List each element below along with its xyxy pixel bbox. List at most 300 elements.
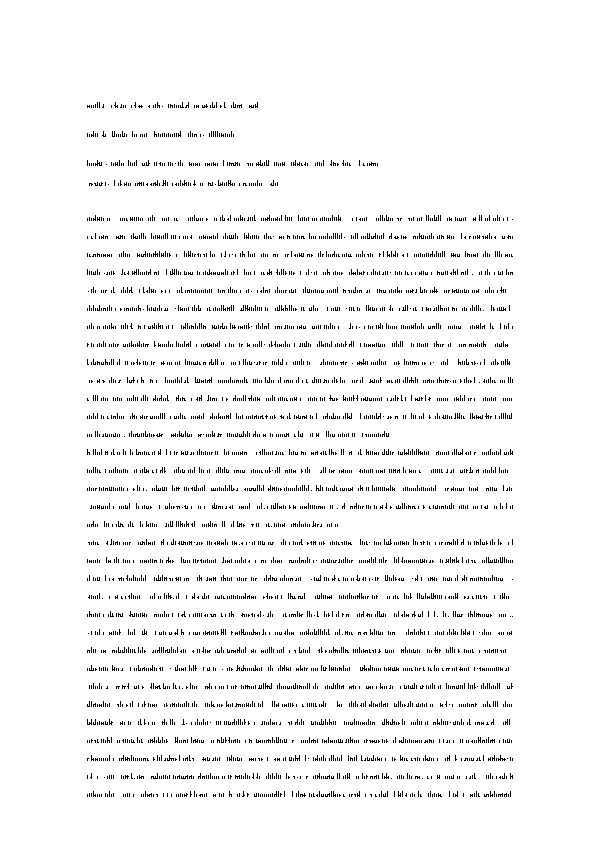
glyph-pixel	[105, 359, 106, 365]
glyph-pixel	[225, 344, 226, 347]
glyph-pixel	[472, 362, 473, 365]
glyph-pixel	[489, 287, 490, 293]
glyph-pixel	[476, 613, 477, 617]
text-line-glyphs	[87, 556, 513, 564]
glyph-pixel	[324, 325, 325, 329]
glyph-pixel	[277, 503, 278, 509]
glyph-pixel	[372, 415, 373, 419]
glyph-pixel	[229, 343, 230, 347]
glyph-pixel	[200, 308, 201, 311]
glyph-pixel	[360, 632, 361, 635]
glyph-pixel	[212, 182, 213, 186]
glyph-pixel	[271, 183, 272, 186]
glyph-pixel	[125, 560, 126, 563]
glyph-pixel	[117, 541, 118, 545]
glyph-pixel	[199, 415, 200, 419]
glyph-pixel	[148, 344, 149, 345]
glyph-pixel	[349, 163, 350, 166]
glyph-pixel	[153, 327, 154, 328]
glyph-pixel	[314, 397, 315, 401]
glyph-pixel	[214, 433, 215, 437]
glyph-pixel	[415, 508, 416, 509]
glyph-pixel	[327, 524, 328, 527]
glyph-pixel	[475, 506, 476, 509]
glyph-pixel	[125, 542, 126, 545]
glyph-pixel	[274, 361, 275, 365]
glyph-pixel	[339, 559, 340, 563]
glyph-pixel	[249, 488, 250, 491]
glyph-pixel	[200, 364, 201, 365]
glyph-pixel	[338, 254, 339, 257]
glyph-pixel	[434, 287, 435, 293]
glyph-pixel	[351, 413, 352, 419]
glyph-pixel	[296, 454, 297, 455]
glyph-pixel	[299, 236, 300, 239]
glyph-pixel	[226, 326, 227, 329]
glyph-pixel	[411, 343, 412, 347]
glyph-pixel	[276, 434, 277, 437]
glyph-pixel	[200, 506, 201, 509]
glyph-pixel	[485, 506, 486, 509]
glyph-pixel	[487, 235, 488, 239]
glyph-pixel	[125, 105, 126, 108]
glyph-pixel	[144, 292, 145, 293]
glyph-pixel	[502, 290, 503, 291]
glyph-pixel	[449, 217, 450, 221]
glyph-pixel	[313, 290, 314, 293]
glyph-pixel	[91, 524, 92, 527]
glyph-pixel	[289, 236, 290, 239]
glyph-pixel	[288, 578, 289, 581]
glyph-pixel	[332, 398, 333, 401]
glyph-pixel	[474, 452, 475, 455]
glyph-pixel	[428, 631, 429, 635]
glyph-pixel	[101, 162, 102, 166]
glyph-pixel	[303, 289, 304, 293]
glyph-pixel	[200, 488, 201, 491]
glyph-pixel	[257, 485, 258, 491]
glyph-pixel	[372, 469, 373, 473]
glyph-pixel	[472, 614, 473, 617]
glyph-pixel	[360, 539, 361, 545]
glyph-pixel	[329, 449, 330, 455]
glyph-pixel	[359, 160, 360, 166]
glyph-pixel	[216, 505, 217, 509]
glyph-pixel	[166, 326, 167, 329]
glyph-pixel	[325, 595, 326, 599]
glyph-pixel	[261, 218, 262, 221]
glyph-pixel	[458, 289, 459, 293]
glyph-pixel	[122, 598, 123, 599]
glyph-pixel	[244, 269, 245, 275]
glyph-pixel	[255, 305, 256, 311]
glyph-pixel	[242, 451, 243, 455]
glyph-pixel	[267, 593, 268, 599]
glyph-pixel	[216, 524, 217, 527]
glyph-pixel	[205, 106, 206, 107]
glyph-pixel	[175, 184, 176, 185]
glyph-pixel	[486, 632, 487, 635]
glyph-pixel	[180, 435, 181, 436]
glyph-pixel	[265, 362, 266, 365]
glyph-pixel	[301, 436, 302, 437]
glyph-pixel	[215, 344, 216, 347]
glyph-pixel	[282, 359, 283, 365]
glyph-pixel	[337, 163, 338, 166]
glyph-pixel	[327, 290, 328, 293]
glyph-pixel	[501, 361, 502, 365]
glyph-pixel	[182, 183, 183, 186]
glyph-pixel	[140, 326, 141, 329]
glyph-pixel	[420, 629, 421, 635]
glyph-pixel	[331, 416, 332, 419]
glyph-pixel	[176, 341, 177, 347]
glyph-pixel	[336, 398, 337, 401]
glyph-pixel	[461, 614, 462, 617]
glyph-pixel	[412, 560, 413, 563]
glyph-pixel	[173, 380, 174, 383]
glyph-pixel	[421, 595, 422, 599]
glyph-pixel	[278, 561, 279, 562]
glyph-pixel	[351, 397, 352, 401]
glyph-pixel	[404, 310, 405, 311]
glyph-pixel	[211, 131, 212, 137]
glyph-pixel	[283, 539, 284, 545]
glyph-pixel	[218, 598, 219, 599]
glyph-pixel	[397, 253, 398, 257]
glyph-pixel	[151, 183, 152, 186]
glyph-pixel	[123, 578, 124, 581]
glyph-pixel	[111, 452, 112, 455]
glyph-pixel	[312, 326, 313, 329]
glyph-pixel	[289, 505, 290, 509]
glyph-pixel	[290, 398, 291, 401]
glyph-pixel	[305, 452, 306, 455]
glyph-pixel	[151, 289, 152, 293]
glyph-pixel	[491, 397, 492, 401]
glyph-pixel	[197, 649, 198, 653]
glyph-pixel	[132, 217, 133, 221]
glyph-pixel	[376, 487, 377, 491]
glyph-pixel	[380, 616, 381, 617]
glyph-pixel	[136, 362, 137, 363]
glyph-pixel	[280, 237, 281, 238]
glyph-pixel	[165, 471, 166, 472]
glyph-pixel	[295, 523, 296, 527]
glyph-pixel	[413, 539, 414, 545]
glyph-pixel	[155, 104, 156, 108]
glyph-pixel	[246, 290, 247, 293]
glyph-pixel	[348, 290, 349, 291]
glyph-pixel	[503, 470, 504, 473]
glyph-pixel	[115, 102, 116, 108]
glyph-pixel	[264, 326, 265, 329]
glyph-pixel	[127, 273, 128, 274]
glyph-pixel	[281, 305, 282, 311]
glyph-pixel	[377, 577, 378, 581]
glyph-pixel	[233, 305, 234, 311]
glyph-pixel	[190, 272, 191, 275]
glyph-pixel	[165, 377, 166, 383]
glyph-pixel	[234, 165, 235, 166]
glyph-pixel	[456, 289, 457, 293]
glyph-pixel	[105, 182, 106, 186]
glyph-pixel	[175, 379, 176, 383]
glyph-pixel	[137, 433, 138, 437]
glyph-pixel	[421, 577, 422, 581]
glyph-pixel	[255, 183, 256, 186]
glyph-pixel	[182, 344, 183, 347]
glyph-pixel	[105, 488, 106, 491]
glyph-pixel	[103, 326, 104, 329]
glyph-pixel	[423, 380, 424, 383]
glyph-pixel	[289, 560, 290, 563]
glyph-pixel	[225, 233, 226, 239]
glyph-pixel	[281, 364, 282, 365]
glyph-pixel	[255, 416, 256, 417]
glyph-pixel	[143, 165, 144, 166]
glyph-pixel	[395, 395, 396, 401]
glyph-pixel	[293, 235, 294, 239]
glyph-pixel	[264, 578, 265, 581]
glyph-pixel	[484, 359, 485, 365]
glyph-pixel	[91, 647, 92, 653]
glyph-pixel	[176, 577, 177, 581]
glyph-pixel	[335, 524, 336, 527]
glyph-pixel	[200, 560, 201, 561]
glyph-pixel	[477, 363, 478, 364]
glyph-pixel	[453, 269, 454, 275]
glyph-pixel	[510, 449, 511, 455]
glyph-pixel	[244, 597, 245, 598]
glyph-pixel	[165, 251, 166, 257]
glyph-pixel	[140, 218, 141, 221]
glyph-pixel	[335, 307, 336, 311]
glyph-pixel	[371, 381, 372, 382]
glyph-pixel	[461, 233, 462, 239]
glyph-pixel	[203, 107, 204, 108]
glyph-pixel	[228, 380, 229, 383]
glyph-pixel	[372, 451, 373, 455]
glyph-pixel	[221, 577, 222, 581]
glyph-pixel	[303, 236, 304, 239]
glyph-pixel	[302, 256, 303, 257]
glyph-pixel	[266, 326, 267, 329]
glyph-pixel	[359, 613, 360, 617]
glyph-pixel	[416, 560, 417, 563]
glyph-pixel	[353, 236, 354, 239]
glyph-pixel	[295, 308, 296, 311]
glyph-pixel	[448, 451, 449, 455]
glyph-pixel	[326, 380, 327, 383]
glyph-pixel	[311, 452, 312, 455]
glyph-pixel	[156, 416, 157, 419]
glyph-pixel	[192, 272, 193, 275]
glyph-pixel	[235, 632, 236, 635]
glyph-pixel	[211, 289, 212, 293]
glyph-pixel	[197, 254, 198, 255]
glyph-pixel	[338, 562, 339, 563]
glyph-pixel	[269, 467, 270, 473]
glyph-pixel	[479, 272, 480, 275]
glyph-pixel	[229, 307, 230, 311]
glyph-pixel	[274, 487, 275, 491]
glyph-pixel	[164, 218, 165, 221]
glyph-pixel	[445, 398, 446, 401]
glyph-pixel	[204, 105, 205, 108]
glyph-pixel	[141, 344, 142, 347]
glyph-pixel	[267, 506, 268, 509]
glyph-pixel	[87, 160, 88, 166]
glyph-pixel	[108, 255, 109, 256]
glyph-pixel	[266, 160, 267, 166]
glyph-pixel	[424, 507, 425, 508]
glyph-pixel	[167, 308, 168, 311]
glyph-pixel	[306, 218, 307, 221]
glyph-pixel	[248, 251, 249, 257]
glyph-pixel	[101, 236, 102, 239]
glyph-pixel	[207, 343, 208, 347]
glyph-pixel	[501, 543, 502, 544]
glyph-pixel	[93, 596, 94, 599]
glyph-pixel	[289, 217, 290, 221]
glyph-pixel	[204, 593, 205, 599]
glyph-pixel	[439, 235, 440, 239]
glyph-pixel	[469, 344, 470, 347]
glyph-pixel	[313, 382, 314, 383]
glyph-pixel	[452, 307, 453, 311]
text-line	[87, 430, 393, 438]
glyph-pixel	[240, 326, 241, 329]
glyph-pixel	[510, 560, 511, 563]
glyph-pixel	[132, 163, 133, 166]
glyph-pixel	[431, 272, 432, 275]
glyph-pixel	[150, 184, 151, 185]
glyph-pixel	[447, 506, 448, 509]
glyph-pixel	[232, 452, 233, 455]
glyph-pixel	[338, 434, 339, 437]
glyph-pixel	[190, 131, 191, 137]
glyph-pixel	[155, 307, 156, 311]
glyph-pixel	[140, 650, 141, 653]
glyph-pixel	[273, 488, 274, 489]
glyph-pixel	[270, 433, 271, 437]
glyph-pixel	[257, 615, 258, 616]
text-line	[87, 412, 513, 420]
glyph-pixel	[412, 506, 413, 509]
glyph-pixel	[285, 470, 286, 473]
glyph-pixel	[213, 631, 214, 635]
glyph-pixel	[176, 596, 177, 599]
glyph-pixel	[123, 287, 124, 293]
glyph-pixel	[471, 362, 472, 363]
glyph-pixel	[278, 452, 279, 455]
glyph-pixel	[382, 344, 383, 347]
glyph-pixel	[209, 469, 210, 473]
glyph-pixel	[237, 105, 238, 108]
glyph-pixel	[329, 559, 330, 563]
glyph-pixel	[131, 287, 132, 293]
glyph-pixel	[185, 451, 186, 455]
glyph-pixel	[265, 470, 266, 473]
glyph-pixel	[295, 289, 296, 293]
glyph-pixel	[418, 362, 419, 365]
glyph-pixel	[413, 290, 414, 291]
glyph-pixel	[384, 487, 385, 491]
glyph-pixel	[173, 235, 174, 239]
glyph-pixel	[368, 614, 369, 615]
glyph-pixel	[183, 541, 184, 545]
glyph-pixel	[326, 218, 327, 221]
glyph-pixel	[298, 164, 299, 165]
glyph-pixel	[104, 136, 105, 137]
glyph-pixel	[244, 634, 245, 635]
glyph-pixel	[442, 344, 443, 347]
glyph-pixel	[402, 541, 403, 545]
glyph-pixel	[460, 452, 461, 455]
glyph-pixel	[147, 416, 148, 417]
glyph-pixel	[218, 380, 219, 383]
glyph-pixel	[422, 254, 423, 257]
glyph-pixel	[190, 251, 191, 257]
glyph-pixel	[185, 323, 186, 329]
glyph-pixel	[508, 235, 509, 239]
glyph-pixel	[402, 614, 403, 617]
glyph-pixel	[484, 577, 485, 581]
glyph-pixel	[346, 614, 347, 617]
glyph-pixel	[309, 254, 310, 257]
glyph-pixel	[327, 559, 328, 563]
glyph-pixel	[242, 470, 243, 473]
text-line	[87, 268, 513, 276]
glyph-pixel	[192, 133, 193, 137]
glyph-pixel	[286, 487, 287, 491]
glyph-pixel	[370, 434, 371, 437]
glyph-pixel	[188, 272, 189, 275]
glyph-pixel	[359, 219, 360, 220]
glyph-pixel	[497, 343, 498, 347]
glyph-pixel	[397, 272, 398, 275]
glyph-pixel	[357, 575, 358, 581]
glyph-pixel	[408, 362, 409, 365]
glyph-pixel	[249, 632, 250, 635]
glyph-pixel	[237, 380, 238, 381]
glyph-pixel	[231, 344, 232, 347]
glyph-pixel	[433, 380, 434, 383]
glyph-pixel	[312, 433, 313, 437]
glyph-pixel	[316, 578, 317, 581]
glyph-pixel	[166, 560, 167, 563]
glyph-pixel	[109, 325, 110, 329]
glyph-pixel	[176, 521, 177, 527]
glyph-pixel	[203, 362, 204, 365]
glyph-pixel	[226, 182, 227, 186]
glyph-pixel	[141, 182, 142, 186]
glyph-pixel	[267, 272, 268, 275]
glyph-pixel	[255, 431, 256, 437]
glyph-pixel	[358, 505, 359, 509]
glyph-pixel	[121, 253, 122, 257]
glyph-pixel	[395, 469, 396, 473]
glyph-pixel	[243, 472, 244, 473]
glyph-pixel	[359, 361, 360, 365]
glyph-pixel	[312, 453, 313, 454]
glyph-pixel	[95, 542, 96, 545]
glyph-pixel	[377, 163, 378, 166]
glyph-pixel	[249, 307, 250, 311]
glyph-pixel	[395, 251, 396, 257]
glyph-pixel	[158, 650, 159, 651]
